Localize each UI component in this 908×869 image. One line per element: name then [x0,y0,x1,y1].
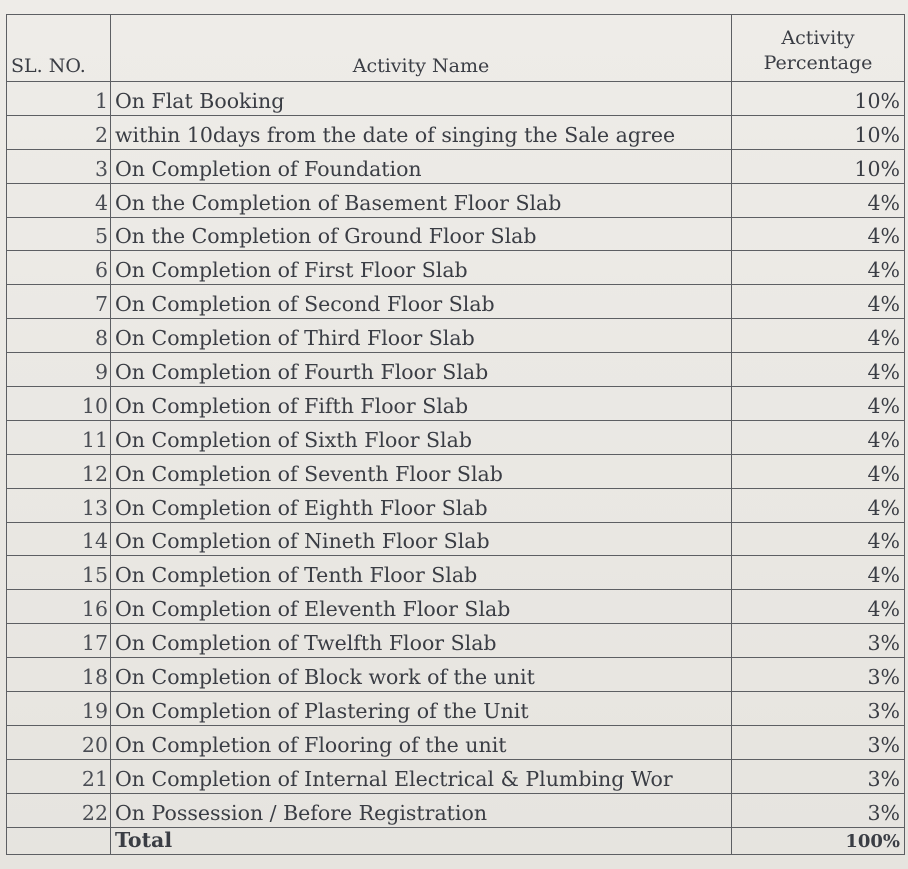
total-sl-cell [7,827,111,854]
activity-name-cell: On Completion of Twelfth Floor Slab [111,624,732,658]
activity-name-cell: within 10days from the date of singing the Sale agree [111,115,732,149]
sl-no-cell: 19 [7,692,111,726]
percentage-cell: 3% [732,759,905,793]
activity-name-cell: On Completion of Seventh Floor Slab [111,454,732,488]
table-row [7,725,905,759]
sl-no-cell: 21 [7,759,111,793]
activity-name-cell: On Completion of Flooring of the unit [111,725,732,759]
activity-name-cell: On Completion of Third Floor Slab [111,319,732,353]
activity-name-cell: On Completion of Eighth Floor Slab [111,488,732,522]
table-row [7,556,905,590]
sl-no-cell: 13 [7,488,111,522]
activity-name-cell: On Completion of Internal Electrical & Plumbing Wor [111,759,732,793]
table-row [7,149,905,183]
table-row [7,624,905,658]
total-label: Total [111,827,732,854]
percentage-cell: 4% [732,353,905,387]
table-row [7,420,905,454]
total-percentage: 100% [732,827,905,854]
activity-name-cell: On Completion of Second Floor Slab [111,285,732,319]
activity-name-cell: On the Completion of Ground Floor Slab [111,217,732,251]
percentage-cell: 4% [732,387,905,421]
activity-name-cell: On Completion of First Floor Slab [111,251,732,285]
header-activity-percentage [732,15,905,82]
table-row [7,115,905,149]
sl-no-cell: 16 [7,590,111,624]
sl-no-cell: 17 [7,624,111,658]
sl-no-cell: 7 [7,285,111,319]
activity-name-cell: On Completion of Foundation [111,149,732,183]
sl-no-cell: 8 [7,319,111,353]
header-row [7,15,905,82]
percentage-cell: 10% [732,149,905,183]
percentage-cell: 4% [732,556,905,590]
table-row [7,590,905,624]
activity-name-cell: On Completion of Fourth Floor Slab [111,353,732,387]
header-activity-name: Activity Name [111,15,732,82]
table-row [7,82,905,116]
sl-no-cell: 18 [7,658,111,692]
payment-schedule-table [6,14,905,855]
percentage-cell: 3% [732,624,905,658]
table-row [7,387,905,421]
percentage-cell: 10% [732,115,905,149]
table-row [7,759,905,793]
percentage-cell: 4% [732,285,905,319]
percentage-cell: 4% [732,488,905,522]
sl-no-cell: 6 [7,251,111,285]
table-row [7,454,905,488]
table-row [7,353,905,387]
activity-name-cell: On Completion of Sixth Floor Slab [111,420,732,454]
sl-no-cell: 11 [7,420,111,454]
sl-no-cell: 22 [7,793,111,827]
activity-name-cell: On Completion of Block work of the unit [111,658,732,692]
percentage-cell: 4% [732,590,905,624]
sl-no-cell: 12 [7,454,111,488]
activity-name-cell: On Completion of Eleventh Floor Slab [111,590,732,624]
activity-name-cell: On Completion of Nineth Floor Slab [111,522,732,556]
activity-name-cell: On Flat Booking [111,82,732,116]
sl-no-cell: 2 [7,115,111,149]
percentage-cell: 4% [732,217,905,251]
table-row [7,319,905,353]
percentage-cell: 4% [732,183,905,217]
total-row [7,827,905,854]
sl-no-cell: 5 [7,217,111,251]
sl-no-cell: 14 [7,522,111,556]
percentage-cell: 10% [732,82,905,116]
percentage-cell: 4% [732,522,905,556]
percentage-cell: 3% [732,658,905,692]
sl-no-cell: 4 [7,183,111,217]
sl-no-cell: 10 [7,387,111,421]
table-row [7,488,905,522]
table-row [7,251,905,285]
activity-name-cell: On Completion of Plastering of the Unit [111,692,732,726]
table-row [7,522,905,556]
sl-no-cell: 9 [7,353,111,387]
percentage-cell: 3% [732,725,905,759]
sl-no-cell: 15 [7,556,111,590]
header-sl-no: SL. NO. [7,15,111,82]
header-percentage-line2: Percentage [763,52,873,75]
percentage-cell: 4% [732,454,905,488]
activity-name-cell: On the Completion of Basement Floor Slab [111,183,732,217]
table-row [7,793,905,827]
table-row [7,285,905,319]
sl-no-cell: 3 [7,149,111,183]
header-percentage-line1: Activity [781,26,855,49]
percentage-cell: 4% [732,319,905,353]
table-row [7,658,905,692]
table-row [7,692,905,726]
activity-name-cell: On Completion of Tenth Floor Slab [111,556,732,590]
sl-no-cell: 20 [7,725,111,759]
sl-no-cell: 1 [7,82,111,116]
percentage-cell: 4% [732,420,905,454]
table-body [7,82,905,828]
activity-name-cell: On Completion of Fifth Floor Slab [111,387,732,421]
percentage-cell: 3% [732,793,905,827]
table-row [7,183,905,217]
activity-name-cell: On Possession / Before Registration [111,793,732,827]
percentage-cell: 3% [732,692,905,726]
table-row [7,217,905,251]
percentage-cell: 4% [732,251,905,285]
